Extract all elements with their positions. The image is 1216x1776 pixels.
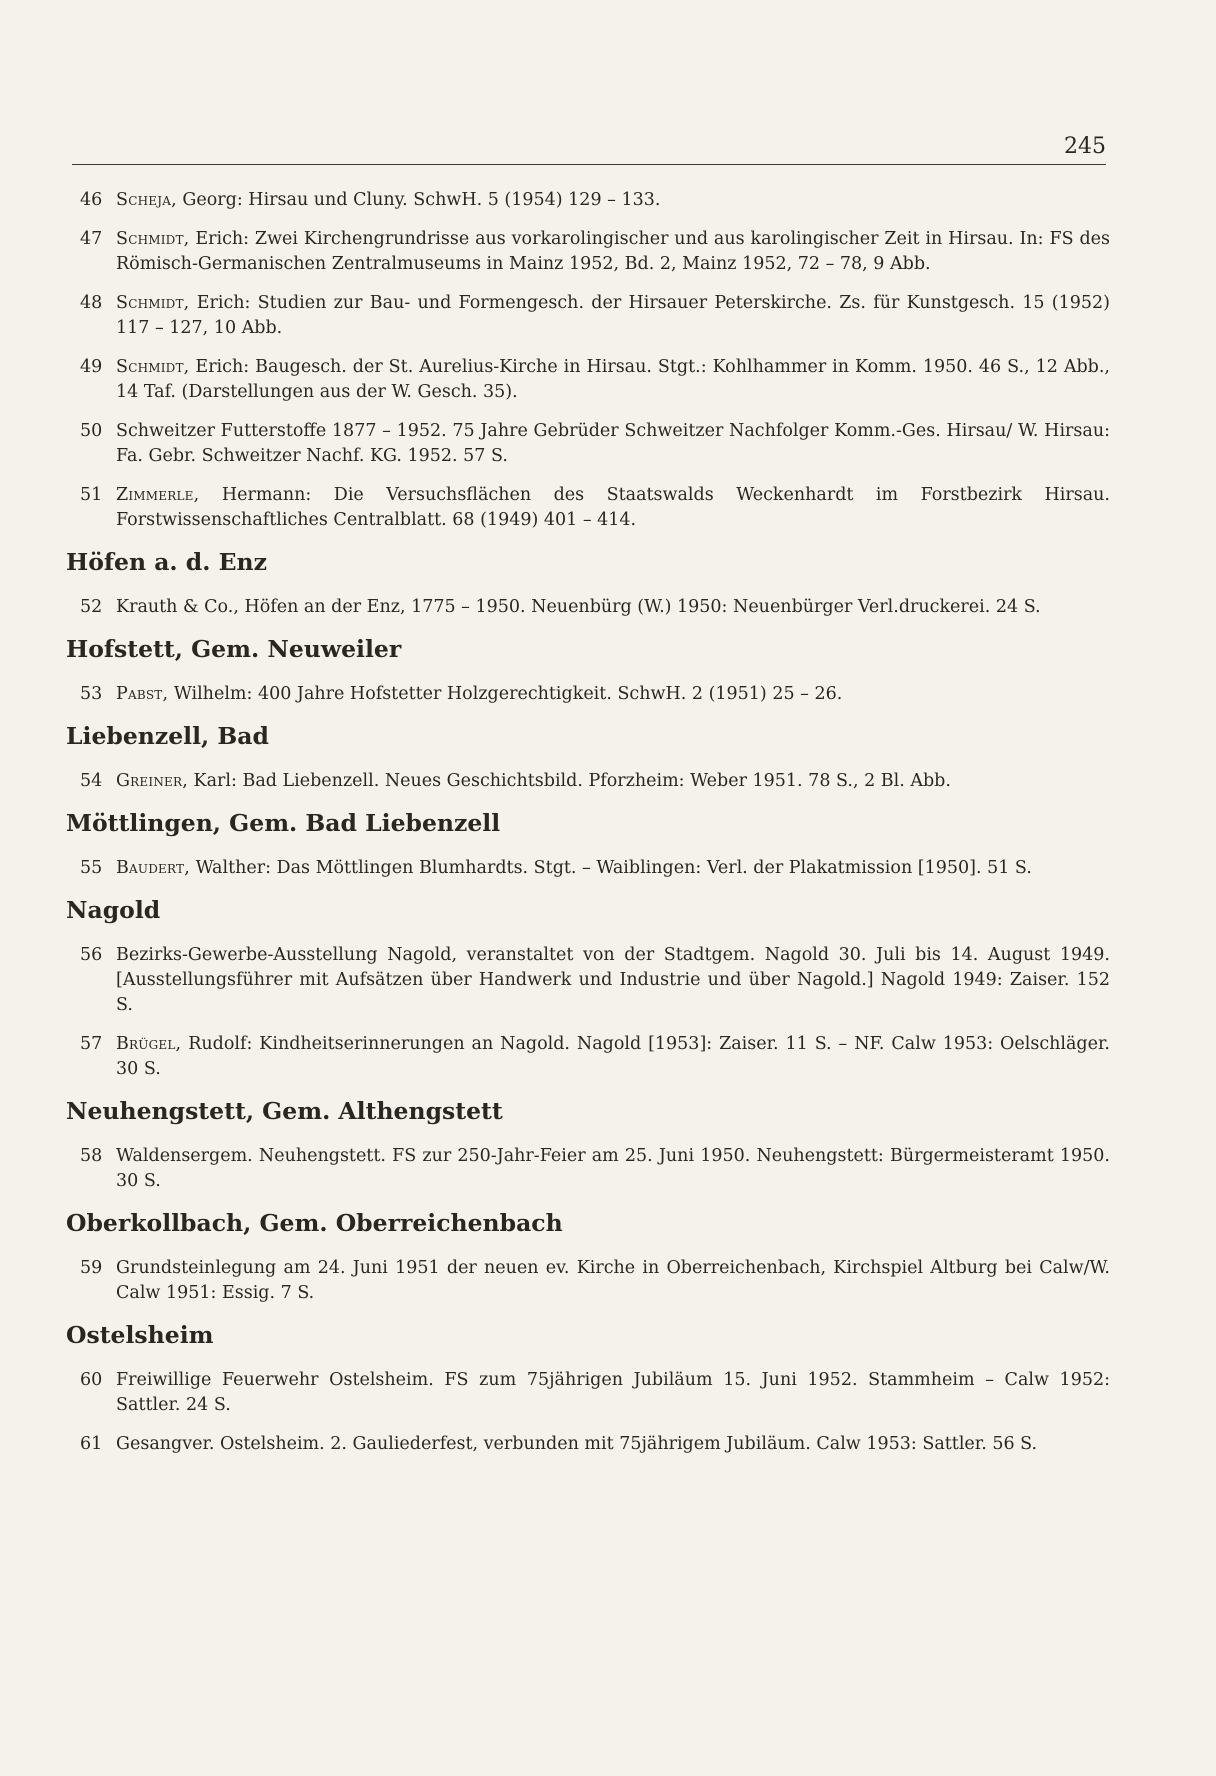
entry-author: Schmidt, [116,293,190,313]
entry-number: 49 [80,357,103,377]
entry-author: Scheja, [116,190,177,210]
bibliography-entry [66,188,1110,213]
entry-number: 59 [80,1258,103,1278]
entry-text: Hermann: Die Versuchsflächen des Staatswalds Weckenhardt im Forstbezirk Hirsau. Forstwissenschaftliches Centralblatt. 68 (1949) 401 – 414. [116,485,1110,530]
entry-text: Bezirks-Gewerbe-Ausstellung Nagold, veranstaltet von der Stadtgem. Nagold 30. Juli bis 14. August 1949. [Ausstellungsführer mit Aufsätzen über Handwerk und Industrie und über Nagold.] Nagold 1949: Zaiser. 152 S. [116,945,1110,1015]
section-heading: Ostelsheim [66,1321,214,1349]
entry-number: 47 [80,229,103,249]
entry-author: Pabst, [116,684,169,704]
section-heading: Möttlingen, Gem. Bad Liebenzell [66,809,501,837]
bibliography-entry [66,595,1110,620]
bibliography-entry [66,483,1110,533]
entry-text: Grundsteinlegung am 24. Juni 1951 der neuen ev. Kirche in Oberreichenbach, Kirchspiel Altburg bei Calw/W. Calw 1951: Essig. 7 S. [116,1258,1110,1303]
entry-number: 57 [80,1034,103,1054]
entry-text: Erich: Zwei Kirchengrundrisse aus vorkarolingischer und aus karolingischer Zeit in Hirsau. In: FS des Römisch-Germanischen Zentralmuseums in Mainz 1952, Bd. 2, Mainz 1952, 72 – 78, 9 Abb. [116,229,1110,274]
entry-number: 61 [80,1434,103,1454]
entry-text: Gesangver. Ostelsheim. 2. Gauliederfest, verbunden mit 75jährigem Jubiläum. Calw 1953: Sattler. 56 S. [116,1434,1038,1454]
entry-text: Schweitzer Futterstoffe 1877 – 1952. 75 Jahre Gebrüder Schweitzer Nachfolger Komm.-Ges. Hirsau/ W. Hirsau: Fa. Gebr. Schweitzer Nachf. KG. 1952. 57 S. [116,421,1110,466]
entry-text: Georg: Hirsau und Cluny. SchwH. 5 (1954) 129 – 133. [176,190,661,210]
bibliography-entry [66,227,1110,277]
bibliography-entry [66,1144,1110,1194]
bibliography-entry [66,1368,1110,1418]
entry-number: 58 [80,1146,103,1166]
bibliography-entry [66,682,1110,707]
bibliography-entry [66,419,1110,469]
entry-author: Greiner, [116,771,188,791]
entry-text: Waldensergem. Neuhengstett. FS zur 250-Jahr-Feier am 25. Juni 1950. Neuhengstett: Bürgermeisteramt 1950. 30 S. [116,1146,1110,1191]
page-number: 245 [1064,134,1106,159]
entry-number: 55 [80,858,103,878]
entry-text: Erich: Baugesch. der St. Aurelius-Kirche in Hirsau. Stgt.: Kohlhammer in Komm. 1950. 46 S., 12 Abb., 14 Taf. (Darstellungen aus der W. Gesch. 35). [116,357,1110,402]
bibliography-content [66,188,1110,1471]
entry-author: Baudert, [116,858,191,878]
entry-number: 48 [80,293,103,313]
entry-text: Erich: Studien zur Bau- und Formengesch. der Hirsauer Peterskirche. Zs. für Kunstgesch. 15 (1952) 117 – 127, 10 Abb. [116,293,1110,338]
bibliography-entry [66,769,1110,794]
header-rule [72,164,1106,165]
bibliography-entry [66,355,1110,405]
entry-author: Schmidt, [116,229,190,249]
entry-number: 60 [80,1370,103,1390]
section-heading: Nagold [66,896,161,924]
entry-text: Krauth & Co., Höfen an der Enz, 1775 – 1950. Neuenbürg (W.) 1950: Neuenbürger Verl.druckerei. 24 S. [116,597,1041,617]
section-heading: Liebenzell, Bad [66,722,269,750]
entry-number: 56 [80,945,103,965]
entry-number: 54 [80,771,103,791]
entry-number: 52 [80,597,103,617]
section-heading: Höfen a. d. Enz [66,548,267,576]
bibliography-entry [66,856,1110,881]
entry-number: 53 [80,684,103,704]
section-heading: Neuhengstett, Gem. Althengstett [66,1097,503,1125]
bibliography-entry [66,291,1110,341]
section-heading: Oberkollbach, Gem. Oberreichenbach [66,1209,563,1237]
section-heading: Hofstett, Gem. Neuweiler [66,635,402,663]
bibliography-entry [66,1256,1110,1306]
entry-author: Zimmerle, [116,485,200,505]
bibliography-entry [66,1432,1110,1457]
entry-text: Karl: Bad Liebenzell. Neues Geschichtsbild. Pforzheim: Weber 1951. 78 S., 2 Bl. Abb. [187,771,951,791]
entry-text: Rudolf: Kindheitserinnerungen an Nagold. Nagold [1953]: Zaiser. 11 S. – NF. Calw 1953: Oelschläger. 30 S. [116,1034,1110,1079]
bibliography-entry [66,1032,1110,1082]
entry-text: Freiwillige Feuerwehr Ostelsheim. FS zum 75jährigen Jubiläum 15. Juni 1952. Stammheim – Calw 1952: Sattler. 24 S. [116,1370,1110,1415]
entry-number: 51 [80,485,103,505]
bibliography-entry [66,943,1110,1018]
entry-number: 46 [80,190,103,210]
entry-author: Brügel, [116,1034,182,1054]
entry-text: Walther: Das Möttlingen Blumhardts. Stgt. – Waiblingen: Verl. der Plakatmission [1950]. 51 S. [190,858,1032,878]
entry-author: Schmidt, [116,357,190,377]
entry-number: 50 [80,421,103,441]
entry-text: Wilhelm: 400 Jahre Hofstetter Holzgerechtigkeit. SchwH. 2 (1951) 25 – 26. [168,684,843,704]
